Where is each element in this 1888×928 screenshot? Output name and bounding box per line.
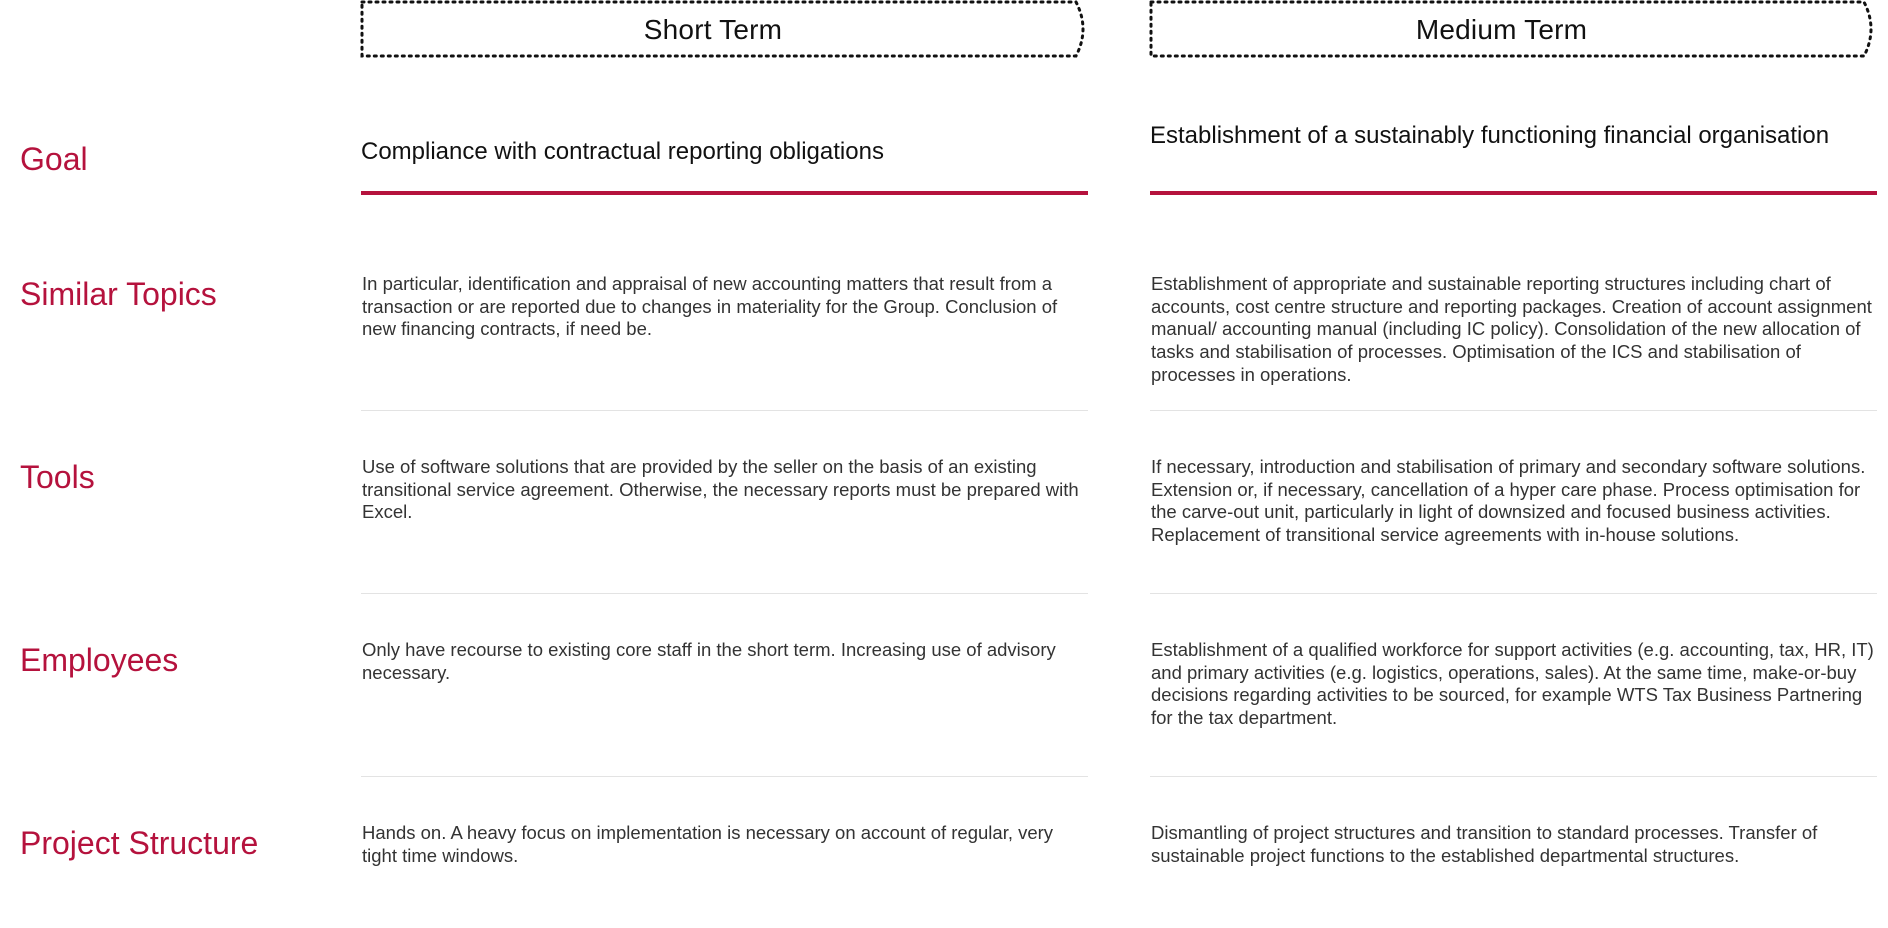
divider-similar-topics-medium xyxy=(1150,410,1877,411)
tools-short-term: Use of software solutions that are provided by the seller on the basis of an existing transitional service agreement. Otherwise, the necessary reports must be prepared with Excel. xyxy=(362,456,1079,523)
goal-rule-medium xyxy=(1150,191,1877,195)
divider-tools-short xyxy=(361,593,1088,594)
goal-short-term: Compliance with contractual reporting obligations xyxy=(361,138,884,165)
divider-similar-topics-short xyxy=(361,410,1088,411)
employees-short-term: Only have recourse to existing core staff in the short term. Increasing use of advisory necessary. xyxy=(362,639,1056,683)
divider-employees-medium xyxy=(1150,776,1877,777)
row-label-employees: Employees xyxy=(20,642,179,678)
similar-topics-short-term: In particular, identification and appraisal of new accounting matters that result from a transaction or are reported due to changes in materiality for the Group. Conclusion of new financing contracts, if need be. xyxy=(362,273,1058,340)
goal-medium-term: Establishment of a sustainably functioning financial organisation xyxy=(1150,122,1830,149)
row-label-similar-topics: Similar Topics xyxy=(20,276,217,312)
similar-topics-medium-term: Establishment of appropriate and sustainable reporting structures including chart of accounts, cost centre structure and reporting packages. Creation of account assignment manual/ accounting manual (including IC policy). Consolidation of the new allocation of tasks and stabilisation of processes. Optimisation of the ICS and stabilisation of processes in operations. xyxy=(1151,273,1872,385)
short-term-header xyxy=(360,0,1090,58)
tools-medium-term: If necessary, introduction and stabilisation of primary and secondary software solutions. Extension or, if necessary, cancellation of a hyper care phase. Process optimisation for the carve-out unit, particularly in light of downsized and focused business activities. Replacement of transitional service agreements with in-house solutions. xyxy=(1151,456,1866,546)
medium-term-header xyxy=(1149,0,1878,58)
row-label-goal: Goal xyxy=(20,141,88,177)
row-label-project-structure: Project Structure xyxy=(20,825,259,861)
short-term-title: Short Term xyxy=(643,14,783,45)
goal-rule-short xyxy=(361,191,1088,195)
employees-medium-term: Establishment of a qualified workforce for support activities (e.g. accounting, tax, HR, IT) and primary activities (e.g. logistics, operations, sales). At the same time, make-or-buy decisions regarding activities to be sourced, for example WTS Tax Business Partnering for the tax department. xyxy=(1151,639,1874,729)
medium-term-title: Medium Term xyxy=(1415,14,1588,45)
divider-tools-medium xyxy=(1150,593,1877,594)
project-structure-short-term: Hands on. A heavy focus on implementation is necessary on account of regular, very tight time windows. xyxy=(362,822,1054,866)
divider-employees-short xyxy=(361,776,1088,777)
project-structure-medium-term: Dismantling of project structures and transition to standard processes. Transfer of sustainable project functions to the established departmental structures. xyxy=(1151,822,1818,866)
row-label-tools: Tools xyxy=(20,459,95,495)
